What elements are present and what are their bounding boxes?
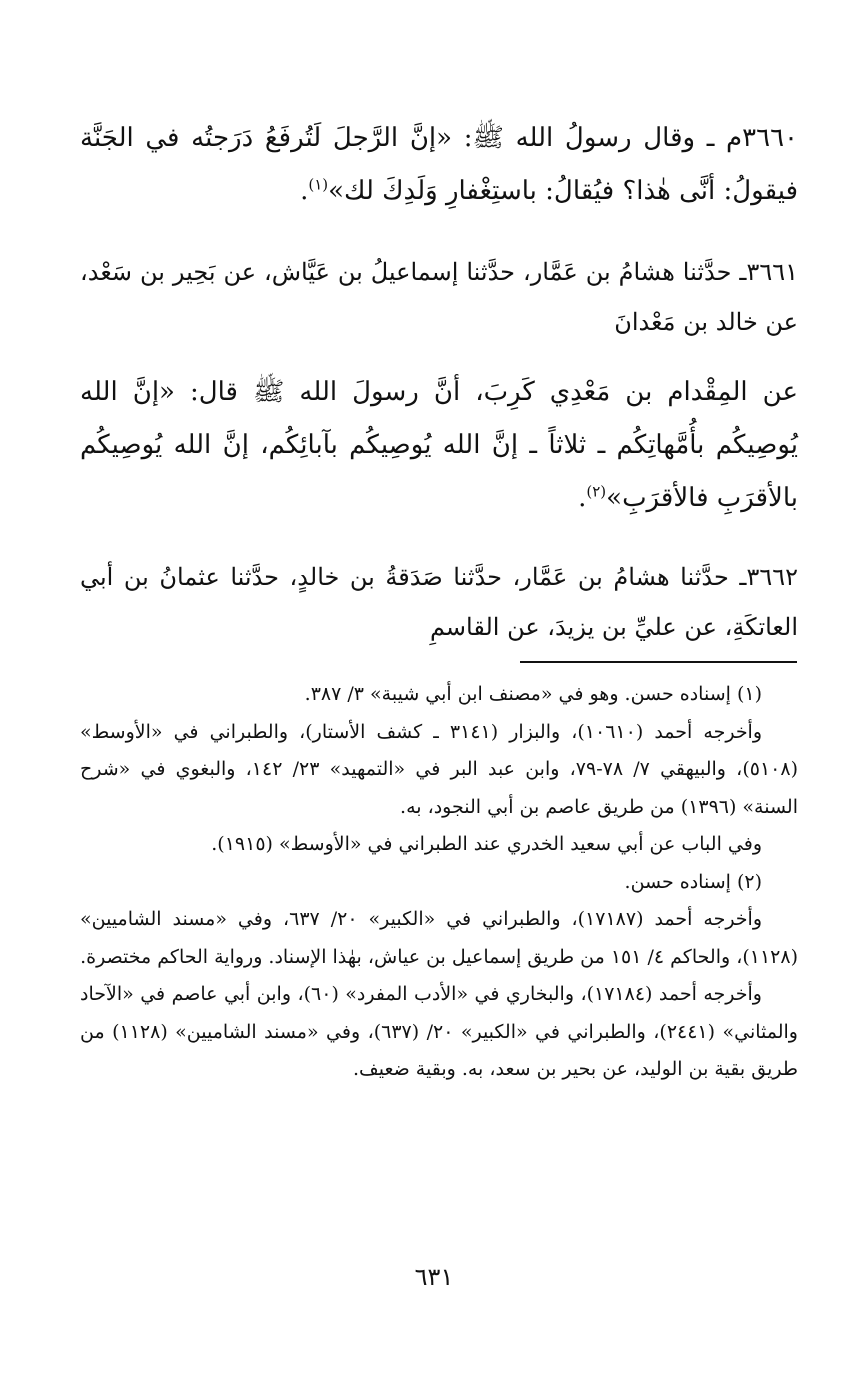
footnote-ref-2: (٢) (586, 482, 607, 501)
hadith-3662-isnad-text: ٣٦٦٢ـ حدَّثنا هشامُ بن عَمَّار، حدَّثنا صَدَقةُ بن خالدٍ، حدَّثنا عثمانُ بن أبي العاتكَةِ، عن عليِّ بن يزيدَ، عن القاسمِ (80, 563, 798, 641)
footnote-ref-1: (١) (308, 175, 329, 194)
footnote-1-line: (١) إسناده حسن. وهو في «مصنف ابن أبي شيبة» ٣/ ٣٨٧. (304, 683, 762, 705)
footnote-2-line: (٢) إسناده حسن. (624, 870, 762, 893)
hadith-3661-isnad (80, 247, 798, 347)
footnotes (80, 676, 798, 1089)
hadith-3661-text: عن المِقْدام بن مَعْدِي كَرِبَ، أنَّ رسولَ الله ﷺ قال: «إنَّ الله يُوصِيكُم بأُمَّهاتِكُم ـ ثلاثاً ـ إنَّ الله يُوصِيكُم بآبائِكُم، إنَّ الله يُوصِيكُم بالأقرَبِ فالأقرَبِ» (80, 377, 798, 513)
page-number: ٦٣١ (414, 1263, 454, 1291)
footnote-1-sources: وأخرجه أحمد (١٠٦١٠)، والبزار (٣١٤١ ـ كشف الأستار)، والطبراني في «الأوسط» (٥١٠٨)، والبيهقي ٧/ ٧٨-٧٩، وابن عبد البر في «التمهيد» ٢٣/ ١٤٢، والبغوي في «شرح السنة» (١٣٩٦) من طريق عاصم بن أبي النجود، به. (80, 720, 798, 818)
hadith-3661-isnad-text: ٣٦٦١ـ حدَّثنا هشامُ بن عَمَّار، حدَّثنا إسماعيلُ بن عَيَّاش، عن بَحِير بن سَعْد، عن خالد بن مَعْدانَ (80, 258, 798, 336)
footnote-divider (520, 661, 797, 663)
footnote-2-more-sources: وأخرجه أحمد (١٧١٨٤)، والبخاري في «الأدب المفرد» (٦٠)، وابن أبي عاصم في «الآحاد والمثاني» (٢٤٤١)، والطبراني في «الكبير» ٢٠/ (٦٣٧)، وفي «مسند الشاميين» (١١٢٨) من طريق بقية بن الوليد، عن بحير بن سعد، به. وبقية ضعيف. (80, 983, 798, 1080)
hadith-3660-text: ٣٦٦٠م ـ وقال رسولُ الله ﷺ: «إنَّ الرَّجلَ لَتُرفَعُ دَرَجتُه في الجَنَّة فيقولُ: أنَّى هٰذا؟ فيُقالُ: باستِغْفارِ وَلَدِكَ لك» (80, 123, 798, 206)
hadith-3662-isnad (80, 552, 798, 652)
footnote-2-sources: وأخرجه أحمد (١٧١٨٧)، والطبراني في «الكبير» ٢٠/ ٦٣٧، وفي «مسند الشاميين» (١١٢٨)، والحاكم ٤/ ١٥١ من طريق إسماعيل بن عياش، بهٰذا الإسناد. ورواية الحاكم مختصرة. (80, 908, 798, 968)
hadith-3660: ٣٦٦٠م ـ وقال رسولُ الله ﷺ: «إنَّ الرَّجلَ لَتُرفَعُ دَرَجتُه في الجَنَّة فيقولُ: أنَّى هٰذا؟ فيُقالُ: باستِغْفارِ وَلَدِكَ لك»$^{(١)}$. (80, 123, 798, 206)
footnote-1-chapter: وفي الباب عن أبي سعيد الخدري عند الطبراني في «الأوسط» (١٩١٥). (211, 833, 762, 855)
hadith-3661-matn: عن المِقْدام بن مَعْدِي كَرِبَ، أنَّ رسولَ الله ﷺ قال: «إنَّ الله يُوصِيكُم بأُمَّهاتِكُم ـ ثلاثاً ـ إنَّ الله يُوصِيكُم بآبائِكُم، إنَّ الله يُوصِيكُم بالأقرَبِ فالأقرَبِ»$^{(٢)}$. (80, 377, 798, 513)
